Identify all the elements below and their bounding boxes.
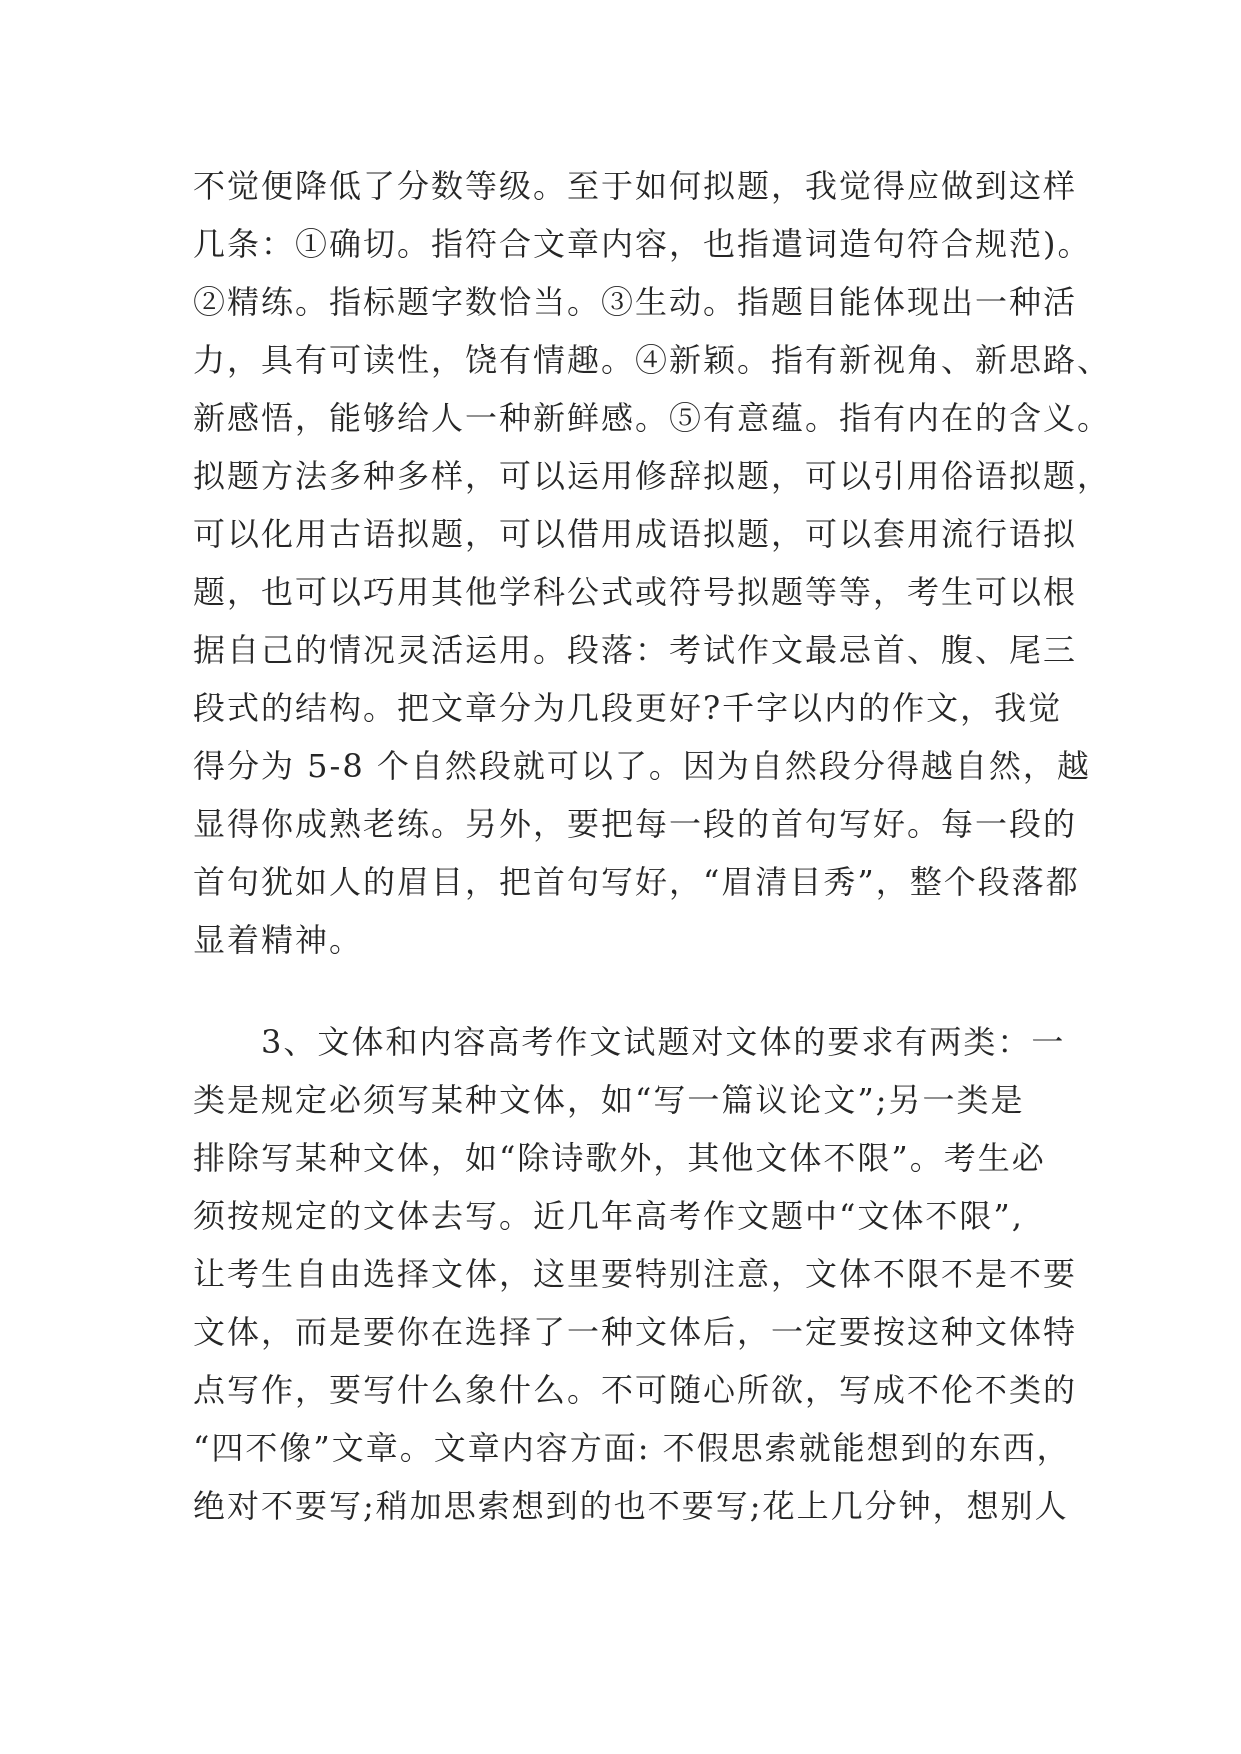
- text-line: 首句犹如人的眉目，把首句写好，“眉清目秀”，整个段落都: [193, 863, 1080, 901]
- text-line: 段式的结构。把文章分为几段更好?千字以内的作文，我觉: [193, 689, 1063, 727]
- text-line: 不觉便降低了分数等级。至于如何拟题，我觉得应做到这样: [193, 167, 1078, 205]
- text-line: 绝对不要写;稍加思索想到的也不要写;花上几分钟，想别人: [193, 1487, 1069, 1525]
- text-line: 拟题方法多种多样，可以运用修辞拟题，可以引用俗语拟题，: [193, 457, 1112, 495]
- text-line: 文体，而是要你在选择了一种文体后，一定要按这种文体特: [193, 1313, 1078, 1351]
- text-line: 须按规定的文体去写。近几年高考作文题中“文体不限”,: [193, 1197, 1024, 1235]
- text-line: 可以化用古语拟题，可以借用成语拟题，可以套用流行语拟: [193, 515, 1078, 553]
- text-line: 题，也可以巧用其他学科公式或符号拟题等等，考生可以根: [193, 573, 1078, 611]
- text-line: ②精练。指标题字数恰当。③生动。指题目能体现出一种活: [193, 283, 1078, 321]
- text-line: 据自己的情况灵活运用。段落：考试作文最忌首、腹、尾三: [193, 631, 1078, 669]
- paragraph-1: [193, 157, 1112, 969]
- text-line: 新感悟，能够给人一种新鲜感。⑤有意蕴。指有内在的含义。: [193, 399, 1112, 437]
- text-line: 得分为 5-8 个自然段就可以了。因为自然段分得越自然，越: [193, 747, 1091, 785]
- text-line: “四不像”文章。文章内容方面: 不假思索就能想到的东西，: [193, 1429, 1071, 1467]
- text-line: 力，具有可读性，饶有情趣。④新颖。指有新视角、新思路、: [193, 341, 1112, 379]
- text-line: 点写作，要写什么象什么。不可随心所欲，写成不伦不类的: [193, 1371, 1078, 1409]
- text-line: 类是规定必须写某种文体，如“写一篇议论文”;另一类是: [193, 1081, 1025, 1119]
- text-line: 显得你成熟老练。另外，要把每一段的首句写好。每一段的: [193, 805, 1078, 843]
- paragraph-2: [193, 1013, 1078, 1535]
- text-line: 排除写某种文体，如“除诗歌外，其他文体不限”。考生必: [193, 1139, 1046, 1177]
- text-line: 让考生自由选择文体，这里要特别注意，文体不限不是不要: [193, 1255, 1078, 1293]
- text-line: 显着精神。: [193, 921, 364, 959]
- text-line: 几条：①确切。指符合文章内容，也指遣词造句符合规范)。: [193, 225, 1092, 263]
- text-line: 3、文体和内容高考作文试题对文体的要求有两类：一: [193, 1023, 1066, 1061]
